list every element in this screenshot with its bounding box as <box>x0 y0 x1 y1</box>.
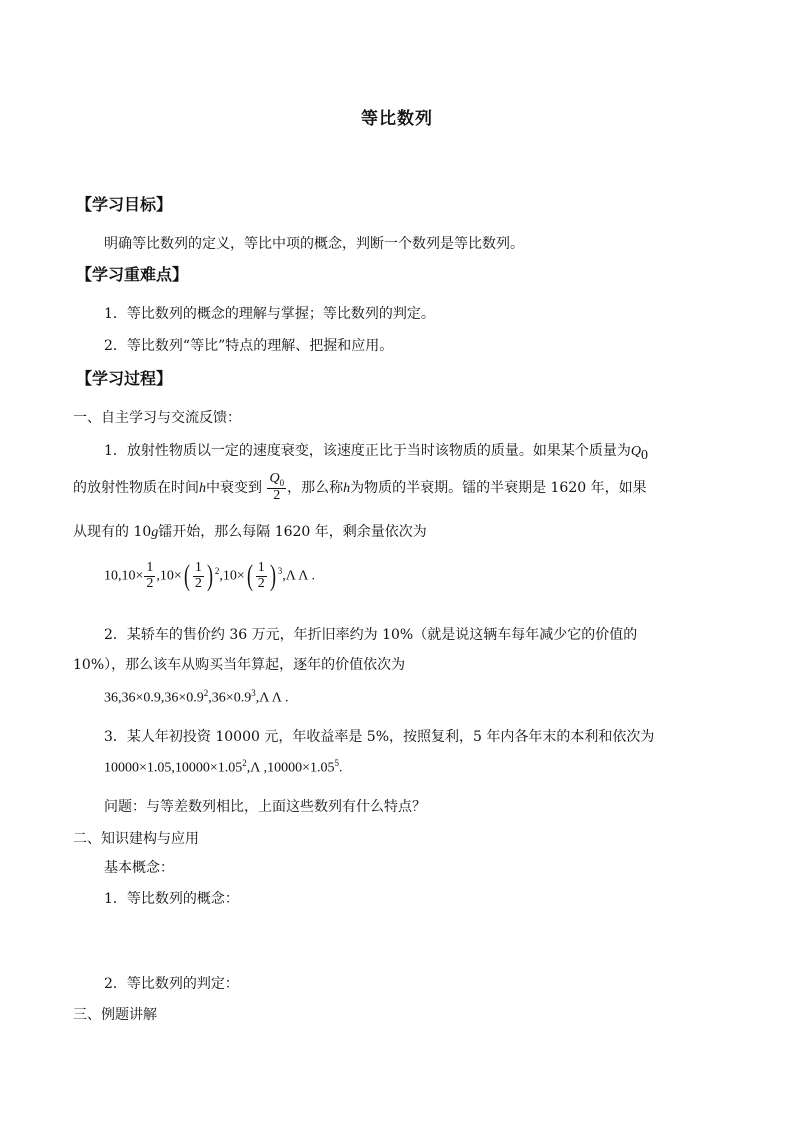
half-cubed: ( $\frac{1}{2}$ ) <box>246 559 276 593</box>
seq3-exp-2: 5 <box>334 758 339 768</box>
concept-item-2: 2．等比数列的判定： <box>104 976 239 992</box>
half-num-3: 1 <box>257 560 265 575</box>
part2-heading: 二、知识建构与应用 <box>73 831 199 847</box>
half-num: 1 <box>146 560 154 575</box>
ex1-line3-b: 镭开始，那么每隔 1620 年，剩余量依次为 <box>158 524 427 540</box>
basic-concepts-label: 基本概念： <box>104 860 174 876</box>
exp-3: 3 <box>277 565 283 576</box>
part1-heading: 一、自主学习与交流反馈： <box>73 410 241 426</box>
seq2-part-b: ,36×0.9 <box>208 690 252 706</box>
frac-numerator-sub: 0 <box>279 477 285 488</box>
key-point-2: 2．等比数列“等比”特点的理解、把握和应用。 <box>104 338 394 354</box>
half-num-2: 1 <box>194 560 202 575</box>
ex1-line2-a: 的放射性物质在时间 <box>73 479 199 496</box>
seq1-part-a: 10,10× <box>104 568 144 584</box>
q0-symbol: Q <box>630 444 642 459</box>
g-symbol: g <box>151 525 159 540</box>
seq1-part-c: ,10× <box>219 568 245 584</box>
ex3-sequence <box>104 758 342 777</box>
seq3-part-a: 10000×1.05,10000×1.05 <box>104 760 243 776</box>
page-title: 等比数列 <box>361 109 433 129</box>
ex1-line1 <box>104 440 648 464</box>
seq2-exp-2: 3 <box>251 688 256 698</box>
ex1-line2-b: 中衰变到 <box>206 479 262 496</box>
frac-denominator: 2 <box>273 488 281 504</box>
seq3-exp-1: 2 <box>242 758 247 768</box>
seq3-part-c: . <box>338 760 343 776</box>
half-den-3: 2 <box>257 575 265 591</box>
process-heading: 【学习过程】 <box>76 369 173 388</box>
ex2-line2: 10%），那么该车从购买当年算起，逐年的价值依次为 <box>73 657 406 673</box>
half-den: 2 <box>146 575 154 591</box>
frac-numerator: Q <box>269 471 280 486</box>
ex1-sequence <box>104 561 315 591</box>
half-den-2: 2 <box>194 575 202 591</box>
seq3-part-b: ,Λ ,10000×1.05 <box>246 760 335 776</box>
ex2-line1: 2．某轿车的售价约 36 万元，年折旧率约为 10%（就是说这辆车每年减少它的价值的 <box>104 627 638 643</box>
seq2-part-c: ,Λ Λ . <box>255 690 289 706</box>
ex1-line2-c: ，那么称 <box>287 479 344 496</box>
h-symbol-2: h <box>343 480 351 496</box>
seq2-part-a: 36,36×0.9,36×0.9 <box>104 690 204 706</box>
question-text: 问题：与等差数列相比，上面这些数列有什么特点？ <box>104 799 426 815</box>
ex1-line3-a: 从现有的 10 <box>73 524 152 540</box>
part3-heading: 三、例题讲解 <box>73 1007 157 1023</box>
ex1-line1-text: 1．放射性物质以一定的速度衰变，该速度正比于当时该物质的质量。如果某个质量为 <box>104 443 631 459</box>
goal-text: 明确等比数列的定义，等比中项的概念，判断一个数列是等比数列。 <box>104 236 524 252</box>
seq2-exp-1: 2 <box>203 688 209 698</box>
ex1-line2-d: 为物质的半衰期。镭的半衰期是 1620 年，如果 <box>350 479 647 496</box>
concept-item-1: 1．等比数列的概念： <box>104 891 239 907</box>
ex1-line2 <box>73 472 647 504</box>
half-squared: ( $\frac{1}{2}$ ) <box>183 559 213 593</box>
q0-half-fraction <box>267 472 286 504</box>
key-point-1: 1．等比数列的概念的理解与掌握；等比数列的判定。 <box>104 306 435 322</box>
q0-subscript: 0 <box>641 447 649 463</box>
seq1-part-b: ,10× <box>156 568 182 584</box>
h-symbol: h <box>199 480 206 496</box>
goal-heading: 【学习目标】 <box>76 195 173 214</box>
seq1-half <box>144 561 155 591</box>
seq1-part-d: ,Λ Λ . <box>282 568 316 584</box>
ex3-line1: 3．某人年初投资 10000 元，年收益率是 5%，按照复利，5 年内各年末的本利和依次为 <box>104 729 655 745</box>
ex1-line3 <box>73 521 427 541</box>
ex2-sequence <box>104 688 289 707</box>
key-points-heading: 【学习重难点】 <box>76 265 189 284</box>
exp-2: 2 <box>214 565 220 576</box>
